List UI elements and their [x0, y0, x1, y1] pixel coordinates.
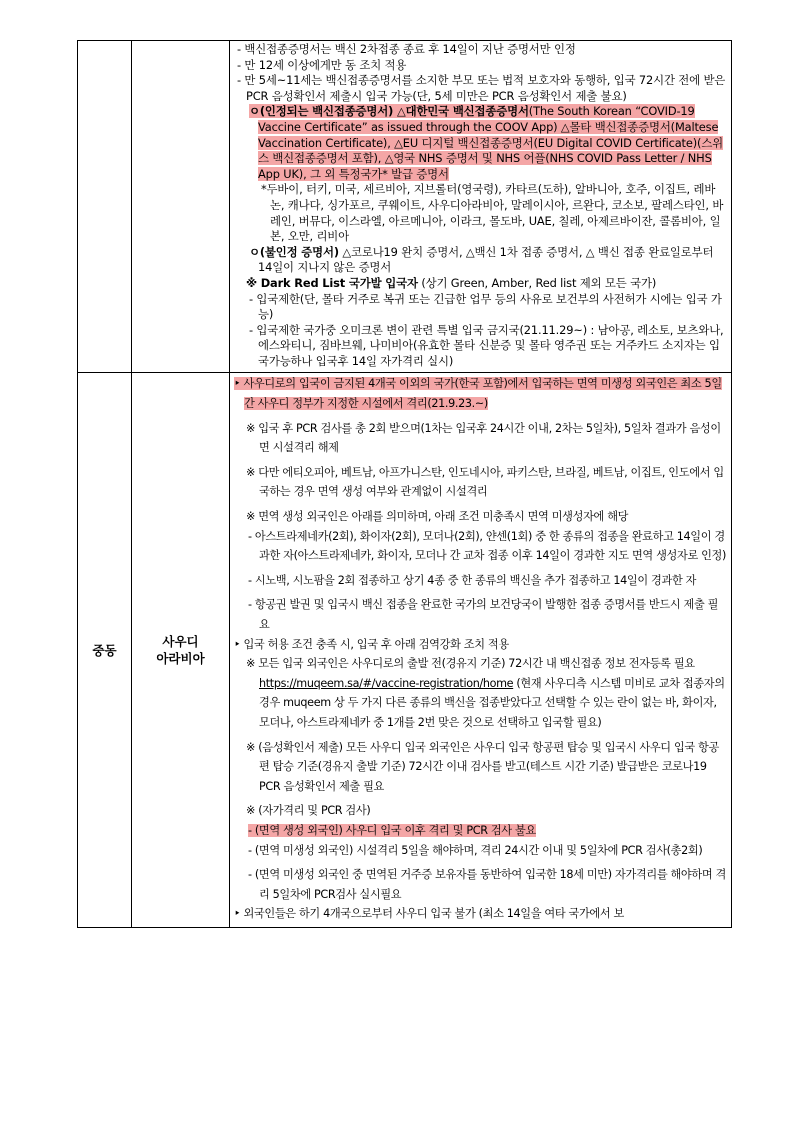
list-item: - 백신접종증명서는 백신 2차접종 종료 후 14일이 지난 증명서만 인정: [237, 42, 576, 56]
specified-countries-note: *두바이, 터키, 미국, 세르비아, 지브롤터(영국령), 카타르(도하), 알바니아, 호주, 이집트, 레바논, 캐나다, 싱가포르, 쿠웨이트, 사우디아라비아, 말레이시아, 르완다, 코소보, 팔레스타인, 바레인, 버뮤다, 이스라엘, 아르메니아, 이라크, 몰도바, UAE, 칠레, 아제르바이잔, 콜롬비아, 일본, 오만, 리비아: [261, 182, 724, 244]
list-item: [234, 821, 727, 841]
list-item: - 아스트라제네카(2회), 화이자(2회), 모더나(2회), 얀센(1회) 중 한 종류의 접종을 완료하고 14일이 경과한 자(아스트라제네카, 화이자, 모더나 간 교차 접종 이후 14일이 경과한 지도 면역 생성자로 인정): [248, 529, 727, 563]
region-label: 중동: [78, 373, 132, 927]
country-label: 사우디 아라비아: [156, 634, 205, 667]
unrecognized-certificates: [234, 245, 727, 276]
dark-red-list-note: [234, 276, 727, 292]
list-item: - (면역 미생성 외국인) 시설격리 5일을 해야하며, 격리 24시간 이내 및 5일차에 PCR 검사(총2회): [248, 843, 703, 857]
country-cell: [132, 41, 230, 373]
recognized-certificates-label: ㅇ(인정되는 백신접종증명서) △대한민국 백신접종증명서: [249, 104, 529, 119]
bullet-item: ‣ 입국 허용 조건 충족 시, 입국 후 아래 검역강화 조치 적용: [234, 637, 509, 651]
bullet-item: [234, 374, 727, 413]
note-text: (현재 사우디측 시스템 미비로 교차 접종자의 경우 muqeem 상 두 가지 다른 종류의 백신을 접종받았다고 선택할 수 있는 란이 없는 바, 화이자, 모더나, 아스트라제네카 중 1개를 2번 맞은 것으로 선택하고 입국할 필요): [259, 676, 725, 729]
highlighted-text: ‣ 사우디로의 입국이 금지된 4개국 이외의 국가(한국 포함)에서 입국하는 면역 미생성 외국인은 최소 5일간 사우디 정부가 지정한 시설에서 격리(21.9.23.~): [234, 377, 722, 411]
list-item: - (면역 미생성 외국인 중 면역된 거주증 보유자를 동반하여 입국한 18세 미만) 자가격리를 해야하며 격리 5일차에 PCR검사 실시필요: [248, 868, 726, 901]
bullet-item: ‣ 외국인들은 하기 4개국으로부터 사우디 입국 불가 (최소 14일을 여타 국가에서 보: [234, 907, 625, 921]
unrecognized-certificates-label: ㅇ(불인정 증명서): [249, 244, 339, 259]
content-cell: [230, 373, 732, 927]
recognized-certificates: [234, 104, 727, 182]
travel-restrictions-table: [77, 40, 732, 928]
dark-red-list-label: ※ Dark Red List 국가발 입국자: [246, 275, 418, 290]
list-item: - 항공권 발권 및 입국시 백신 접종을 완료한 국가의 보건당국이 발행한 접종 증명서를 반드시 제출 필요: [248, 598, 719, 631]
country-label-cell: [132, 373, 230, 927]
recognized-certificates-text: (The South Korean “COVID-19 Vaccine Certificate” as issued through the COOV App) △몰타 백신접종증명서(Maltese Vaccination Certificate), △EU 디지털 백신접종증명서(EU Digital COVID Certificate)(스위스 백신접종증명서 포함), △영국 NHS 증명서 및 NHS 어플(NHS COVID Pass Letter / NHS App UK), 그 외 특정국가* 발급 증명서: [258, 104, 724, 181]
list-item: - 입국제한 국가중 오미크론 변이 관련 특별 입국 금지국(21.11.29~) : 남아공, 레소토, 보츠와나, 에스와티니, 짐바브웨, 나미비아(유효한 몰타 신분증 및 몰타 영주권 또는 거주카드 소지자는 입국가능하나 입국후 14일 자가격리 실시): [249, 322, 724, 368]
list-item: - 시노백, 시노팜을 2회 접종하고 상기 4종 중 한 종류의 백신을 추가 접종하고 14일이 경과한 자: [248, 573, 697, 587]
note-item: ※ (음성확인서 제출) 모든 사우디 입국 외국인은 사우디 입국 항공편 탑승 및 입국시 사우디 입국 항공편 탑승 기준(경유지 출발 기준) 72시간 이내 검사를 받고(테스트 시간 기준) 발급받은 코로나19 PCR 음성확인서 제출 필요: [246, 740, 719, 793]
highlighted-text: - (면역 생성 외국인) 사우디 입국 이후 격리 및 PCR 검사 불요: [248, 823, 536, 837]
note-item: ※ (자가격리 및 PCR 검사): [246, 804, 371, 818]
table-row: [78, 41, 732, 373]
list-item: - 입국제한(단, 몰타 거주로 복귀 또는 긴급한 업무 등의 사유로 보건부의 사전허가 시에는 입국 가능): [249, 291, 722, 322]
note-text: ※ 모든 입국 외국인은 사우디로의 출발 전(경유지 기준) 72시간 내 백신접종 정보 전자등록 필요: [246, 657, 695, 671]
note-item: ※ 입국 후 PCR 검사를 총 2회 받으며(1차는 입국후 24시간 이내, 2차는 5일차), 5일차 결과가 음성이면 시설격리 해제: [246, 421, 721, 455]
unrecognized-certificates-text: △코로나19 완치 증명서, △백신 1차 접종 증명서, △ 백신 접종 완료일로부터 14일이 지나지 않은 증명서: [258, 244, 714, 275]
list-item: - 만 12세 이상에게만 동 조치 적용: [237, 57, 407, 72]
list-item: - 만 5세~11세는 백신접종증명서를 소지한 부모 또는 법적 보호자와 동행하, 입국 72시간 전에 받은 PCR 음성확인서 제출시 입국 가능(단, 5세 미만은 PCR 음성확인서 제출 불요): [237, 73, 726, 103]
region-cell: [78, 41, 132, 373]
note-item: ※ 면역 생성 외국인은 아래를 의미하며, 아래 조건 미충족시 면역 미생성자에 해당: [246, 510, 629, 524]
content-cell: [230, 41, 732, 373]
dark-red-list-text: (상기 Green, Amber, Red list 제외 모든 국가): [417, 275, 657, 290]
note-item: ※ 다만 에티오피아, 베트남, 아프가니스탄, 인도네시아, 파키스탄, 브라질, 베트남, 이집트, 인도에서 입국하는 경우 면역 생성 여부와 관계없이 시설격리: [246, 465, 724, 499]
table-row: [78, 373, 732, 927]
note-item: [234, 654, 727, 732]
vaccine-registration-link[interactable]: https://muqeem.sa/#/vaccine-registration/home: [259, 676, 514, 690]
